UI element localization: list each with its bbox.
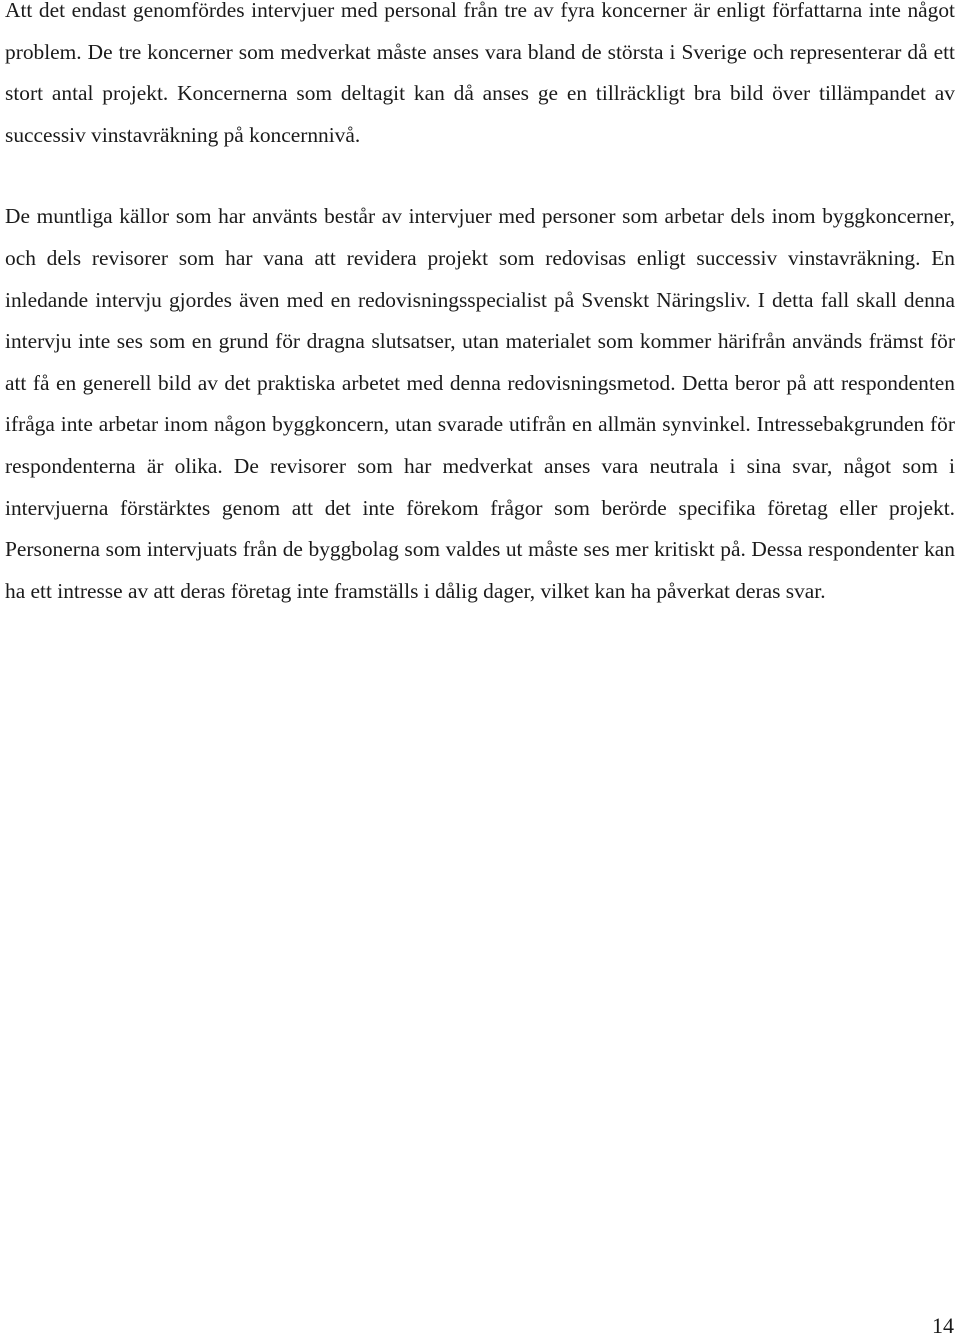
paragraph-1: Att det endast genomfördes intervjuer med personal från tre av fyra koncerner är enligt författarna inte något problem. De tre koncerner som medverkat måste anses vara bland de största i Sverige och representerar då ett stort antal projekt. Koncernerna som deltagit kan då anses ge en tillräckligt bra bild över tillämpandet av successiv vinstavräkning på koncernnivå. xyxy=(5,0,955,147)
paragraph-2: De muntliga källor som har använts består av intervjuer med personer som arbetar dels inom byggkoncerner, och dels revisorer som har vana att revidera projekt som redovisas enligt successiv vinstavräkning. En inledande intervju gjordes även med en redovisningsspecialist på Svenskt Näringsliv. I detta fall skall denna intervju inte ses som en grund för dragna slutsatser, utan materialet som kommer härifrån används främst för att få en generell bild av det praktiska arbetet med denna redovisningsmetod. Detta beror på att respondenten ifråga inte arbetar inom någon byggkoncern, utan svarade utifrån en allmän synvinkel. Intressebakgrunden för respondenterna är olika. De revisorer som har medverkat anses vara neutrala i sina svar, något som i intervjuerna förstärktes genom att det inte förekom frågor som berörde specifika företag eller projekt. Personerna som intervjuats från de byggbolag som valdes ut måste ses mer kritiskt på. Dessa respondenter kan ha ett intresse av att deras företag inte framställs i dålig dager, vilket kan ha påverkat deras svar. xyxy=(5,204,955,603)
page-number: 14 xyxy=(932,1313,954,1338)
document-page xyxy=(5,0,955,612)
